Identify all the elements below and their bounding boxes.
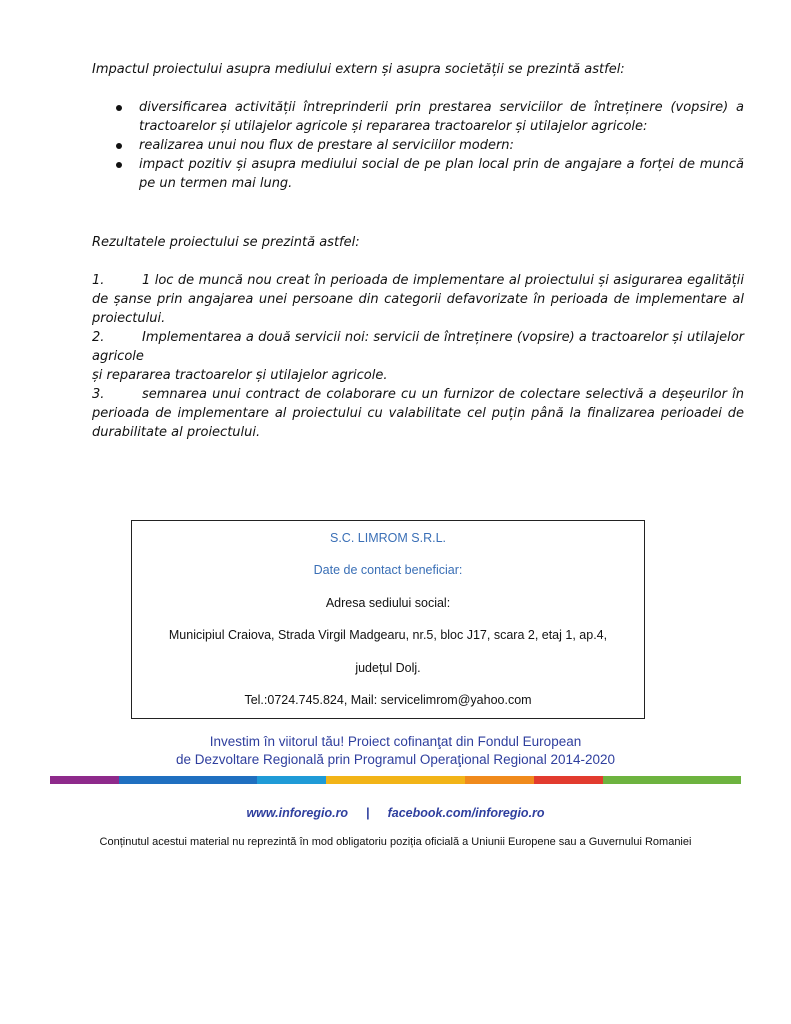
list-item-text: realizarea unui nou flux de prestare al serviciilor modern: — [139, 138, 514, 153]
funding-line-2: de Dezvoltare Regională prin Programul Operaţional Regional 2014-2020 — [175, 752, 616, 767]
rainbow-segment — [603, 776, 672, 784]
company-name: S.C. LIMROM S.R.L. — [330, 531, 446, 545]
list-item — [92, 328, 744, 366]
rainbow-segment — [395, 776, 464, 784]
list-item-text: diversificarea activității întreprinderii prin prestarea serviciilor de întreținere (vopsire) a tractoarelor și utilajelor agricole și repararea tractoarelor și utilajelor agricole: — [139, 100, 744, 134]
rainbow-segment — [465, 776, 534, 784]
rainbow-segment — [326, 776, 395, 784]
list-item — [92, 136, 744, 155]
contact-label: Date de contact beneficiar: — [313, 563, 463, 577]
facebook-link[interactable]: facebook.com/inforegio.ro — [387, 806, 545, 820]
list-item-text: impact pozitiv și asupra mediului social de pe plan local prin de angajare a forței de muncă pe un termen mai lung. — [139, 157, 744, 191]
address-label: Adresa sediului social: — [325, 596, 451, 610]
rainbow-segment — [50, 776, 119, 784]
county-text: județul Dolj. — [355, 661, 421, 675]
results-list — [92, 271, 744, 442]
funding-statement — [0, 733, 791, 769]
list-item-text: 1 loc de muncă nou creat în perioada de implementare al proiectului și asigurarea egalității de șanse prin angajarea unei persoane din categorii defavorizate în perioada de implementare al proiectului. — [92, 273, 744, 326]
list-item-text: Implementarea a două servicii noi: servicii de întreținere (vopsire) a tractoarelor și utilajelor agricole — [92, 330, 744, 364]
footer-links — [0, 806, 791, 820]
rainbow-segment — [119, 776, 188, 784]
rainbow-bar — [50, 776, 741, 784]
link-separator: | — [366, 806, 370, 820]
list-item — [92, 385, 744, 442]
contact-box — [131, 520, 645, 719]
disclaimer: Conținutul acestui material nu reprezintă în mod obligatoriu poziția oficială a Uniunii Europene sau a Guvernului Romaniei — [99, 836, 692, 848]
address-text: Municipiul Craiova, Strada Virgil Madgearu, nr.5, bloc J17, scara 2, etaj 1, ap.4, — [168, 628, 608, 642]
bullet-icon — [116, 105, 122, 111]
list-item-continuation: și repararea tractoarelor și utilajelor agricole. — [92, 368, 388, 383]
list-item — [92, 155, 744, 193]
rainbow-segment — [188, 776, 257, 784]
list-item-text: semnarea unui contract de colaborare cu un furnizor de colectare selectivă a deșeurilor în perioada de implementare al proiectului cu valabilitate cel puțin până la finalizarea perioadei de durabilitate al proiectului. — [92, 387, 744, 440]
impact-heading: Impactul proiectului asupra mediului extern și asupra societății se prezintă astfel: — [92, 62, 625, 77]
rainbow-segment — [257, 776, 326, 784]
item-number: 2. — [92, 330, 105, 345]
bullet-icon — [116, 162, 122, 168]
funding-line-1: Investim în viitorul tău! Proiect cofinanţat din Fondul European — [209, 734, 582, 749]
phone-mail: Tel.:0724.745.824, Mail: servicelimrom@yahoo.com — [244, 693, 532, 707]
item-number: 3. — [92, 387, 105, 402]
list-item — [92, 271, 744, 328]
list-item — [92, 98, 744, 136]
bullet-icon — [116, 143, 122, 149]
results-heading: Rezultatele proiectului se prezintă astfel: — [92, 235, 360, 250]
item-number: 1. — [92, 273, 105, 288]
impact-list — [92, 98, 744, 193]
rainbow-segment — [534, 776, 603, 784]
inforegio-link[interactable]: www.inforegio.ro — [246, 806, 349, 820]
rainbow-segment — [672, 776, 741, 784]
